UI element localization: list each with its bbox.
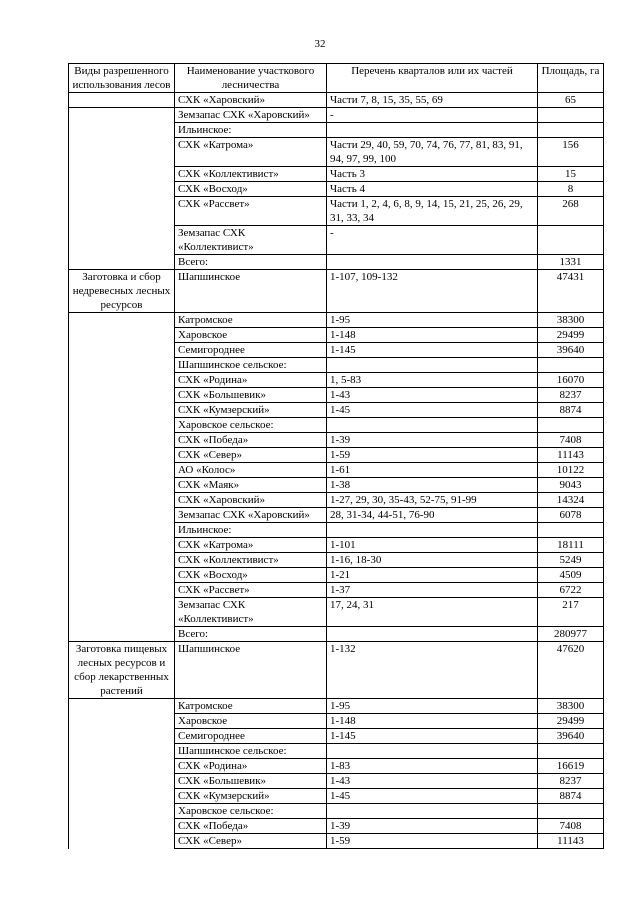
- cell-area: 14324: [538, 493, 604, 508]
- table-row: [69, 834, 604, 849]
- table-row: [69, 226, 604, 255]
- page-number: 32: [314, 38, 326, 50]
- cell-forestry: Шапшинское: [175, 270, 327, 313]
- cell-use-type: [69, 255, 175, 270]
- cell-forestry: Семигороднее: [175, 729, 327, 744]
- cell-area: 280977: [538, 627, 604, 642]
- cell-quarters: 1-45: [327, 403, 538, 418]
- cell-use-type: [69, 598, 175, 627]
- cell-area: 8874: [538, 403, 604, 418]
- table-row: [69, 642, 604, 699]
- cell-forestry: Земзапас СХК «Коллективист»: [175, 226, 327, 255]
- table-row: [69, 583, 604, 598]
- cell-forestry: Земзапас СХК «Харовский»: [175, 108, 327, 123]
- table-row: [69, 699, 604, 714]
- cell-area: 16619: [538, 759, 604, 774]
- cell-area: [538, 523, 604, 538]
- cell-use-type: [69, 699, 175, 714]
- cell-area: 268: [538, 197, 604, 226]
- cell-quarters: 1-95: [327, 699, 538, 714]
- cell-forestry: СХК «Север»: [175, 834, 327, 849]
- table-row: [69, 123, 604, 138]
- cell-use-type: [69, 373, 175, 388]
- table-row: [69, 138, 604, 167]
- cell-use-type: [69, 627, 175, 642]
- cell-quarters: [327, 358, 538, 373]
- cell-forestry: Харовское: [175, 328, 327, 343]
- cell-area: 7408: [538, 433, 604, 448]
- cell-area: 15: [538, 167, 604, 182]
- cell-quarters: [327, 255, 538, 270]
- cell-use-type: [69, 463, 175, 478]
- cell-area: 10122: [538, 463, 604, 478]
- table-row: [69, 255, 604, 270]
- table-row: [69, 388, 604, 403]
- cell-use-type: [69, 167, 175, 182]
- cell-quarters: 1-27, 29, 30, 35-43, 52-75, 91-99: [327, 493, 538, 508]
- cell-area: 6078: [538, 508, 604, 523]
- cell-quarters: Части 1, 2, 4, 6, 8, 9, 14, 15, 21, 25, 26, 29, 31, 33, 34: [327, 197, 538, 226]
- cell-forestry: Ильинское:: [175, 523, 327, 538]
- table-row: [69, 93, 604, 108]
- cell-use-type: [69, 804, 175, 819]
- cell-quarters: 1-61: [327, 463, 538, 478]
- cell-use-type: [69, 123, 175, 138]
- cell-quarters: [327, 627, 538, 642]
- cell-forestry: Харовское сельское:: [175, 804, 327, 819]
- cell-area: 8237: [538, 774, 604, 789]
- table-row: [69, 523, 604, 538]
- cell-area: 8874: [538, 789, 604, 804]
- cell-forestry: Семигороднее: [175, 343, 327, 358]
- cell-quarters: 1-43: [327, 388, 538, 403]
- cell-quarters: 17, 24, 31: [327, 598, 538, 627]
- cell-area: 39640: [538, 343, 604, 358]
- cell-quarters: 1-83: [327, 759, 538, 774]
- cell-forestry: СХК «Родина»: [175, 759, 327, 774]
- header-type: Виды разрешенного использования лесов: [69, 64, 175, 93]
- cell-quarters: [327, 744, 538, 759]
- cell-forestry: СХК «Большевик»: [175, 388, 327, 403]
- cell-quarters: Часть 4: [327, 182, 538, 197]
- forest-use-table: [68, 63, 604, 849]
- header-area: Площадь, га: [538, 64, 604, 93]
- cell-area: 4509: [538, 568, 604, 583]
- cell-area: 38300: [538, 313, 604, 328]
- cell-forestry: Ильинское:: [175, 123, 327, 138]
- cell-quarters: 1-43: [327, 774, 538, 789]
- cell-area: [538, 108, 604, 123]
- cell-use-type: [69, 789, 175, 804]
- cell-quarters: 1-132: [327, 642, 538, 699]
- cell-area: 29499: [538, 328, 604, 343]
- table-row: [69, 373, 604, 388]
- cell-use-type: [69, 774, 175, 789]
- cell-use-type: Заготовка и сбор недревесных лесных ресурсов: [69, 270, 175, 313]
- table-row: [69, 493, 604, 508]
- cell-area: 1331: [538, 255, 604, 270]
- cell-quarters: 1-107, 109-132: [327, 270, 538, 313]
- cell-use-type: [69, 729, 175, 744]
- cell-area: [538, 744, 604, 759]
- cell-forestry: СХК «Победа»: [175, 433, 327, 448]
- table-row: [69, 819, 604, 834]
- cell-forestry: СХК «Катрома»: [175, 138, 327, 167]
- cell-forestry: Катромское: [175, 699, 327, 714]
- table-row: [69, 358, 604, 373]
- cell-quarters: [327, 523, 538, 538]
- cell-area: 16070: [538, 373, 604, 388]
- header-forestry: Наименование участкового лесничества: [175, 64, 327, 93]
- cell-forestry: Шапшинское сельское:: [175, 744, 327, 759]
- table-header-row: [69, 64, 604, 93]
- cell-forestry: СХК «Коллективист»: [175, 167, 327, 182]
- cell-use-type: [69, 433, 175, 448]
- cell-forestry: СХК «Катрома»: [175, 538, 327, 553]
- cell-use-type: [69, 523, 175, 538]
- cell-use-type: [69, 388, 175, 403]
- cell-area: 8: [538, 182, 604, 197]
- cell-use-type: [69, 93, 175, 108]
- table-row: [69, 598, 604, 627]
- cell-forestry: СХК «Большевик»: [175, 774, 327, 789]
- cell-area: 7408: [538, 819, 604, 834]
- table-row: [69, 538, 604, 553]
- table-row: [69, 343, 604, 358]
- table-row: [69, 328, 604, 343]
- cell-quarters: 28, 31-34, 44-51, 76-90: [327, 508, 538, 523]
- cell-area: 47620: [538, 642, 604, 699]
- cell-use-type: [69, 313, 175, 328]
- cell-area: [538, 418, 604, 433]
- cell-forestry: СХК «Маяк»: [175, 478, 327, 493]
- cell-use-type: [69, 478, 175, 493]
- cell-quarters: -: [327, 226, 538, 255]
- cell-quarters: [327, 123, 538, 138]
- table-row: [69, 448, 604, 463]
- cell-area: 11143: [538, 834, 604, 849]
- cell-use-type: [69, 759, 175, 774]
- table-row: [69, 568, 604, 583]
- table-row: [69, 627, 604, 642]
- cell-forestry: СХК «Рассвет»: [175, 583, 327, 598]
- cell-area: 217: [538, 598, 604, 627]
- cell-use-type: [69, 583, 175, 598]
- cell-use-type: [69, 138, 175, 167]
- table-row: [69, 744, 604, 759]
- cell-area: [538, 358, 604, 373]
- cell-forestry: Всего:: [175, 627, 327, 642]
- table-row: [69, 789, 604, 804]
- cell-forestry: Земзапас СХК «Харовский»: [175, 508, 327, 523]
- cell-use-type: [69, 714, 175, 729]
- cell-quarters: Части 29, 40, 59, 70, 74, 76, 77, 81, 83, 91, 94, 97, 99, 100: [327, 138, 538, 167]
- table-row: [69, 553, 604, 568]
- cell-forestry: Катромское: [175, 313, 327, 328]
- cell-quarters: 1-95: [327, 313, 538, 328]
- cell-quarters: 1-101: [327, 538, 538, 553]
- cell-use-type: [69, 508, 175, 523]
- cell-quarters: 1-38: [327, 478, 538, 493]
- cell-forestry: Харовское сельское:: [175, 418, 327, 433]
- cell-use-type: [69, 343, 175, 358]
- cell-forestry: СХК «Восход»: [175, 568, 327, 583]
- cell-quarters: 1-145: [327, 343, 538, 358]
- cell-quarters: 1-148: [327, 714, 538, 729]
- cell-use-type: [69, 403, 175, 418]
- table-row: [69, 804, 604, 819]
- cell-quarters: 1-37: [327, 583, 538, 598]
- cell-area: 29499: [538, 714, 604, 729]
- cell-quarters: 1, 5-83: [327, 373, 538, 388]
- cell-forestry: СХК «Восход»: [175, 182, 327, 197]
- table-row: [69, 478, 604, 493]
- cell-quarters: -: [327, 108, 538, 123]
- cell-forestry: Харовское: [175, 714, 327, 729]
- table-row: [69, 774, 604, 789]
- table-body: [69, 93, 604, 849]
- table-row: [69, 759, 604, 774]
- cell-area: 18111: [538, 538, 604, 553]
- cell-area: 156: [538, 138, 604, 167]
- cell-area: [538, 226, 604, 255]
- cell-forestry: СХК «Север»: [175, 448, 327, 463]
- table-row: [69, 508, 604, 523]
- cell-forestry: Всего:: [175, 255, 327, 270]
- table-row: [69, 182, 604, 197]
- cell-area: 39640: [538, 729, 604, 744]
- cell-forestry: СХК «Коллективист»: [175, 553, 327, 568]
- cell-use-type: [69, 197, 175, 226]
- table-row: [69, 313, 604, 328]
- cell-forestry: АО «Колос»: [175, 463, 327, 478]
- cell-quarters: Части 7, 8, 15, 35, 55, 69: [327, 93, 538, 108]
- cell-quarters: 1-39: [327, 433, 538, 448]
- cell-quarters: 1-45: [327, 789, 538, 804]
- cell-area: 8237: [538, 388, 604, 403]
- cell-forestry: СХК «Победа»: [175, 819, 327, 834]
- cell-area: [538, 123, 604, 138]
- cell-use-type: [69, 744, 175, 759]
- cell-use-type: [69, 108, 175, 123]
- cell-area: 47431: [538, 270, 604, 313]
- cell-quarters: [327, 418, 538, 433]
- table-row: [69, 167, 604, 182]
- cell-use-type: [69, 819, 175, 834]
- cell-quarters: [327, 804, 538, 819]
- cell-use-type: [69, 834, 175, 849]
- cell-use-type: [69, 328, 175, 343]
- table-row: [69, 463, 604, 478]
- table-row: [69, 197, 604, 226]
- cell-use-type: [69, 538, 175, 553]
- cell-area: 6722: [538, 583, 604, 598]
- cell-area: 5249: [538, 553, 604, 568]
- table-row: [69, 729, 604, 744]
- cell-quarters: 1-21: [327, 568, 538, 583]
- cell-area: [538, 804, 604, 819]
- cell-quarters: 1-16, 18-30: [327, 553, 538, 568]
- table-row: [69, 108, 604, 123]
- cell-forestry: Земзапас СХК «Коллективист»: [175, 598, 327, 627]
- table-row: [69, 270, 604, 313]
- cell-use-type: [69, 493, 175, 508]
- cell-use-type: Заготовка пищевых лесных ресурсов и сбор лекарственных растений: [69, 642, 175, 699]
- cell-forestry: СХК «Кумзерский»: [175, 789, 327, 804]
- cell-use-type: [69, 358, 175, 373]
- cell-quarters: 1-148: [327, 328, 538, 343]
- cell-use-type: [69, 553, 175, 568]
- cell-quarters: 1-145: [327, 729, 538, 744]
- cell-forestry: Шапшинское: [175, 642, 327, 699]
- cell-forestry: СХК «Харовский»: [175, 93, 327, 108]
- cell-use-type: [69, 182, 175, 197]
- cell-quarters: Часть 3: [327, 167, 538, 182]
- cell-use-type: [69, 418, 175, 433]
- table-row: [69, 403, 604, 418]
- cell-area: 9043: [538, 478, 604, 493]
- cell-forestry: Шапшинское сельское:: [175, 358, 327, 373]
- table-row: [69, 433, 604, 448]
- table-row: [69, 714, 604, 729]
- table-row: [69, 418, 604, 433]
- cell-quarters: 1-59: [327, 834, 538, 849]
- cell-area: 11143: [538, 448, 604, 463]
- cell-use-type: [69, 568, 175, 583]
- cell-quarters: 1-39: [327, 819, 538, 834]
- cell-use-type: [69, 448, 175, 463]
- cell-forestry: СХК «Родина»: [175, 373, 327, 388]
- cell-forestry: СХК «Харовский»: [175, 493, 327, 508]
- cell-area: 38300: [538, 699, 604, 714]
- header-quarters: Перечень кварталов или их частей: [327, 64, 538, 93]
- cell-forestry: СХК «Рассвет»: [175, 197, 327, 226]
- cell-use-type: [69, 226, 175, 255]
- cell-quarters: 1-59: [327, 448, 538, 463]
- cell-forestry: СХК «Кумзерский»: [175, 403, 327, 418]
- cell-area: 65: [538, 93, 604, 108]
